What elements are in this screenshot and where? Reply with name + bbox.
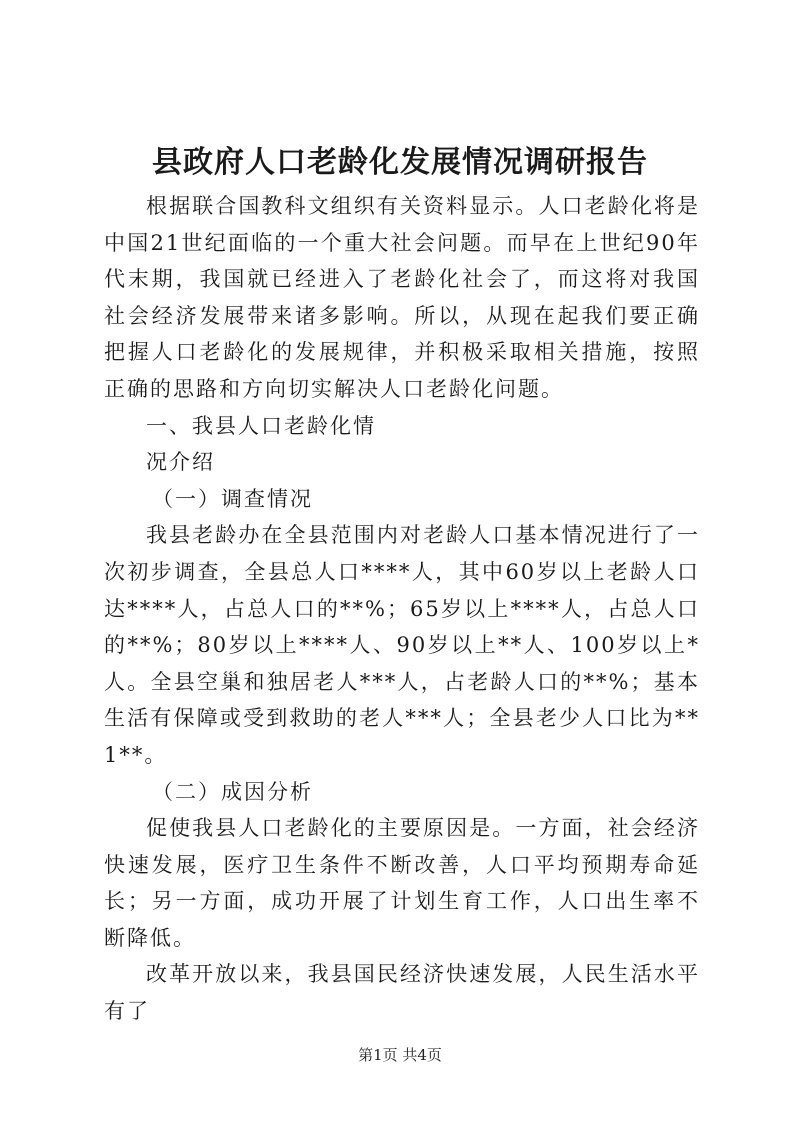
subsection-heading-survey: （一）调查情况: [152, 486, 313, 511]
paragraph-intro: 根据联合国教科文组织有关资料显示。人口老龄化将是中国21世纪面临的一个重大社会问题。而早在上世纪90年代末期，我国就已经进入了老龄化社会了，而这将对我国社会经济发展带来诸多影响。所以，从现在起我们要正确把握人口老龄化的发展规律，并积极采取相关措施，按照正确的思路和方向切实解决人口老龄化问题。: [104, 194, 700, 401]
paragraph-reform: 改革开放以来，我县国民经济快速发展，人民生活水平有了: [104, 962, 700, 1024]
subsection-heading-causes: （二）成因分析: [152, 779, 313, 804]
section-heading-line2: 况介绍: [146, 450, 215, 475]
page-number-footer: 第1页 共4页: [358, 1046, 442, 1064]
section-heading-line1: 一、我县人口老龄化情: [146, 413, 376, 438]
document-body: [104, 188, 700, 1030]
document-title: 县政府人口老龄化发展情况调研报告: [152, 145, 648, 180]
paragraph-causes: 促使我县人口老龄化的主要原因是。一方面，社会经济快速发展，医疗卫生条件不断改善，人口平均预期寿命延长；另一方面，成功开展了计划生育工作，人口出生率不断降低。: [104, 816, 700, 950]
paragraph-survey: 我县老龄办在全县范围内对老龄人口基本情况进行了一次初步调查，全县总人口****人，其中60岁以上老龄人口达****人，占总人口的**%；65岁以上****人，占总人口的**%；80岁以上****人、90岁以上**人、100岁以上*人。全县空巢和独居老人***人，占老龄人口的**%；基本生活有保障或受到救助的老人***人；全县老少人口比为**1**。: [104, 523, 700, 767]
